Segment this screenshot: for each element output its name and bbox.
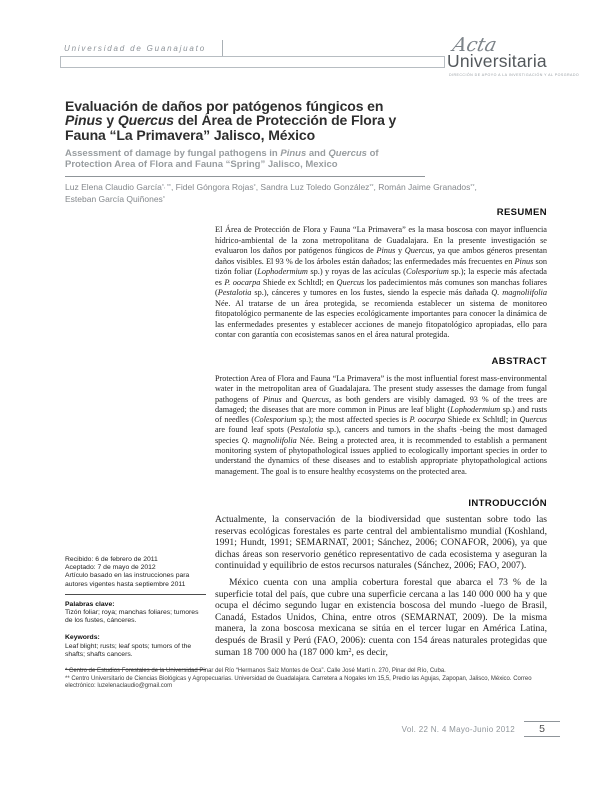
article-note: Artículo basado en las instrucciones para autores vigentes hasta septiembre 2011 xyxy=(65,572,190,588)
palabras-clave-text: Tizón foliar; roya; manchas foliares; tumores de los fustes, cánceres. xyxy=(65,609,199,625)
abstract-heading: ABSTRACT xyxy=(491,356,547,367)
page-footer xyxy=(402,721,560,737)
logo-tagline: DIRECCIÓN DE APOYO A LA INVESTIGACIÓN Y AL POSGRADO xyxy=(449,73,580,77)
header-rule-band xyxy=(60,56,445,68)
article-title-line: Pinus y Quercus del Área de Protección de Flora y xyxy=(65,112,397,129)
volume-info: Vol. 22 N. 4 Mayo-Junio 2012 xyxy=(401,724,515,734)
sidebar-rule xyxy=(65,594,206,595)
introduccion-body xyxy=(215,514,547,660)
footnote: ** Centro Universitario de Ciencias Biológicas y Agropecuarias. Universidad de Guadalajara. Carretera a Nogales km 15,5, Predio las Agujas, Zapopan, Jalisco, México. Correo electrónico: luzelenaclaudio@gmail.com xyxy=(65,675,532,690)
article-title-line: Fauna “La Primavera” Jalisco, México xyxy=(65,126,316,143)
resumen-body: El Área de Protección de Flora y Fauna “La Primavera” es la masa boscosa con mayor influencia hídrico-ambiental de la zona metropolitana de Guadalajara. En la presente investigación se evaluaron los daños por patógenos fúngicos de Pinus y Quercus, ya que ambos géneros presentan daños visibles. El 93 % de los árboles están dañados; las enfermedades más frecuentes en Pinus son tizón foliar (Lophodermium sp.) y royas de las acículas (Colesporium sp.); la especie más afectada es P. oocarpa Shiede ex Schltdl; en Quercus los padecimientos más comunes son manchas foliares (Pestalotia sp.), cánceres y tumores en los fustes, siendo la especie más dañada Q. magnoliifolia Née. Al tratarse de un área protegida, se recomienda establecer un sistema de monitoreo fitopatológico permanente de las especies ecológicamente importantes para conocer la dinámica de las enfermedades presentes y establecer acciones de manejo fitopatológico apropiadas, ello para contar con garantía con ecosistemas sanos en el área natural protegida. xyxy=(215,225,547,339)
resumen-heading: RESUMEN xyxy=(496,207,547,218)
intro-paragraph: Actualmente, la conservación de la biodiversidad que sustentan sobre todo las reservas ecológicas forestales es parte central del ambientalismo mundial (Koshland, 1991; Hundt, 1991; SEMARNAT, 2001; Sánchez, 2006; CONAFOR, 2006), ya que dichas áreas son reservorio genético representativo de cada ecosistema y aseguran la continuidad y equilibrio de estos recursos naturales (Sánchez, 2006; FAO, 2007). xyxy=(215,514,547,572)
article-title xyxy=(65,99,547,142)
palabras-clave-label: Palabras clave: xyxy=(65,600,115,608)
logo-main-word: Universitaria xyxy=(447,51,547,71)
accepted-date: Aceptado: 7 de mayo de 2012 xyxy=(65,564,156,572)
article-subtitle xyxy=(65,148,547,170)
header-divider xyxy=(222,40,223,57)
authors-line: Luz Elena Claudio García*, **, Fidel Góngora Rojas*, Sandra Luz Toledo González**, Román Jaime Granados**, Esteban García Quiñones* xyxy=(65,182,477,204)
keywords-label: Keywords: xyxy=(65,634,100,642)
abstract-body: Protection Area of Flora and Fauna “La Primavera” is the most influential forest mass-environmental water in the metropolitan area of Guadalajara. The present study assesses the damage from fungal pathogens of Pinus and Quercus, as both genders are visibly damaged. 93 % of the trees are damaged; the diseases that are more common in Pinus are leaf blight (Lophodermium sp.) and rusts of needles (Colesporium sp.); the most affected species is P. oocarpa Shiede ex Schltdl; in Quercus are found leaf spots (Pestalotia sp.), cancers and tumors in the shafts -being the most damaged species Q. magnoliifolia Née. Being a protected area, it is recommended to establish a permanent monitoring system of phytopathological issues applied to ecologically important species in order to understand the dynamics of these diseases and to establish appropriate phytopathological actions management. The goal is to ensure healthy ecosystems on the protected area. xyxy=(215,374,548,476)
article-meta-sidebar xyxy=(65,556,206,676)
footnote: * Centro de Estudios Forestales de la Universidad Pinar del Río “Hermanos Saíz Montes de Oca”. Calle José Martí n. 270, Pinar del Río, Cuba. xyxy=(65,668,446,674)
title-divider-rule xyxy=(65,176,425,177)
introduccion-heading: INTRODUCCIÓN xyxy=(468,498,547,509)
article-subtitle-line: Assessment of damage by fungal pathogens in Pinus and Quercus of xyxy=(65,148,379,159)
received-date: Recibido: 6 de febrero de 2011 xyxy=(65,556,158,563)
article-subtitle-line: Protection Area of Flora and Fauna “Spring” Jalisco, Mexico xyxy=(65,159,338,170)
page-number: 5 xyxy=(524,721,560,737)
logo-script-word: Acta xyxy=(450,34,499,56)
keywords-text: Leaf blight; rusts; leaf spots; tumors of the shafts; shafts cancers. xyxy=(65,642,192,658)
article-title-line: Evaluación de daños por patógenos fúngicos en xyxy=(65,98,384,114)
university-name: Universidad de Guanajuato xyxy=(64,44,206,53)
acta-universitaria-logo xyxy=(447,34,580,82)
intro-paragraph: México cuenta con una amplia cobertura forestal que abarca el 73 % de la superficie total del país, que cubre una superficie cercana a las 140 000 000 ha y que ocupa el décimo segundo lugar en existencia boscosa del mundo -luego de Brasil, Canadá, Estados Unidos, China, entre otros (SEMARNAT, 2009). De la misma manera, la zona boscosa mexicana se sitúa en el tercer lugar en América Latina, después de Brasil y Perú (FAO, 2006): cuenta con 154 áreas naturales protegidas que suman 18 700 000 ha (187 000 $km^2$, es decir, xyxy=(215,576,547,658)
affiliation-footnotes xyxy=(65,668,549,691)
